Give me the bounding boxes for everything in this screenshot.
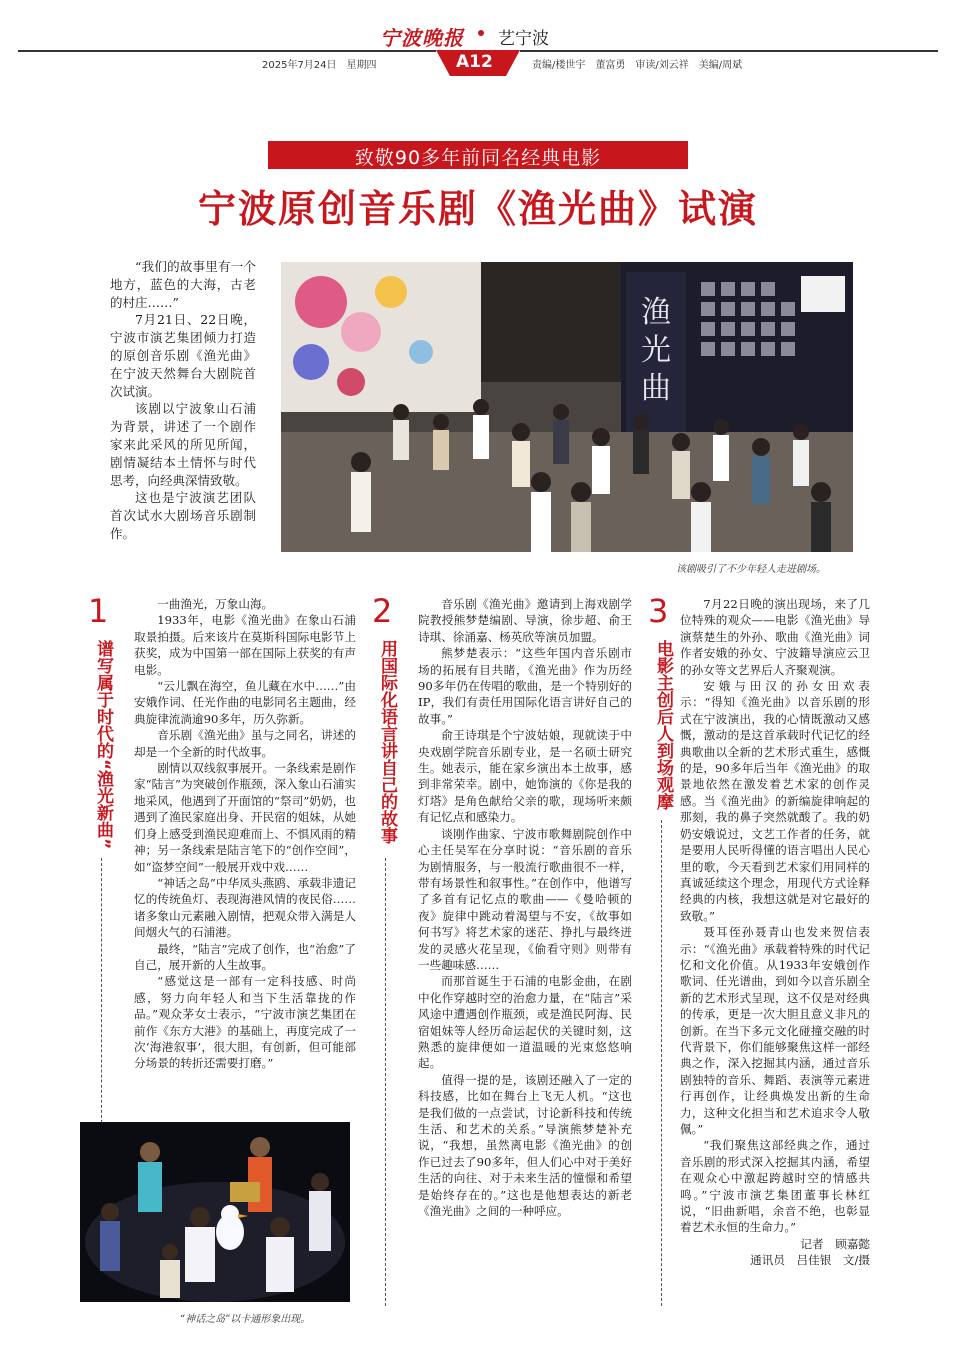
main-photo-caption: 该剧吸引了不少年轻人走进剧场。 xyxy=(676,564,826,575)
body-paragraph: 1933年，电影《渔光曲》在象山石浦取景拍摄。后来该片在莫斯科国际电影节上获奖，成为中国第一部在国际上获奖的有声电影。 xyxy=(134,613,356,677)
editor-credits: 责编/楼世宇 董富勇 审读/刘云祥 美编/周斌 xyxy=(532,60,743,71)
body-paragraph: “我们聚焦这部经典之作，通过音乐剧的形式深入挖掘其内涵，希望在观众心中激起跨越时空的情感共鸣。”宁波市演艺集团董事长林红说，“旧曲新唱，余音不绝，也彰显着艺术永恒的生命力。” xyxy=(680,1138,870,1235)
intro-paragraph: 这也是宁波演艺团队首次试水大剧场音乐剧制作。 xyxy=(110,490,256,541)
stage-performance-photo xyxy=(80,1122,350,1302)
body-paragraph: 最终，“陆言”完成了创作，也“治愈”了自己，展开新的人生故事。 xyxy=(134,941,356,972)
intro-paragraph: “我们的故事里有一个地方，蓝色的大海，古老的村庄……” xyxy=(110,259,256,310)
body-paragraph: “神话之岛”中华凤头燕鸥、承载非遗记忆的传统鱼灯、表现海港风情的夜民俗……诸多象山元素融入剧情，把观众带入满是人间烟火气的石浦港。 xyxy=(134,875,356,940)
byline-reporter: 记者 顾嘉懿 xyxy=(800,1236,870,1251)
stage-photo-caption: “神话之岛”以卡通形象出现。 xyxy=(180,1314,311,1325)
masthead-rule-right xyxy=(520,50,938,52)
section-2-body xyxy=(418,596,632,1308)
section-1-body xyxy=(134,596,356,1108)
poster-title-glyph-2: 光 xyxy=(641,333,671,368)
body-paragraph: 7月22日晚的演出现场，来了几位特殊的观众——电影《渔光曲》导演蔡楚生的外孙、歌曲《渔光曲》词作者安娥的孙女、宁波籍导演应云卫的孙女等文艺界后人齐聚观演。 xyxy=(680,597,870,677)
section-2-number: 2 xyxy=(372,592,393,630)
body-paragraph: “感觉这是一部有一定科技感、时尚感，努力向年轻人和当下生活靠拢的作品。”观众茅女士表示，“宁波市演艺集团在前作《东方大港》的基础上，再度完成了一次‘海港叙事’，很大胆，有创新，但可能部分场景的转折还需要打磨。” xyxy=(134,974,356,1071)
body-paragraph: 谈刚作曲家、宁波市歌舞剧院创作中心主任吴军在分享时说：“音乐剧的音乐为剧情服务，与一般流行歌曲很不一样，带有场景性和叙事性。”在创作中，他谱写了多首有记忆点的歌曲——《曼哈顿的夜》旋律中跳动着渴望与不安，《故事如何书写》将艺术家的迷茫、挣扎与最终迸发的灵感火花呈现，《偷看守则》则带有一些趣味感…… xyxy=(418,826,632,972)
body-paragraph: 安娥与田汉的孙女田欢表示：“得知《渔光曲》以音乐剧的形式在宁波演出，我的心情既激动又感慨，激动的是这首承载时代记忆的经典歌曲以全新的艺术形式重生，感慨的是，90多年后当年《渔光曲》的取景地依然在激发着艺术家的创作灵感。当《渔光曲》的新编旋律响起的那刻，我的鼻子突然就酸了。我的奶奶安娥说过，文艺工作者的任务，就是要用人民听得懂的语言唱出人民心里的歌，今天看到艺术家们用同样的真诚延续这个理念，用现代方式诠释经典的内核，我想这就是对它最好的致敬。” xyxy=(680,679,870,923)
stage-illustration xyxy=(80,1122,350,1302)
section-3-number: 3 xyxy=(648,592,669,630)
section-3-body xyxy=(680,596,870,1308)
section-1-title: 谱写属于时代的“渔光新曲” xyxy=(93,640,113,850)
body-paragraph: “云儿飘在海空，鱼儿藏在水中……”由安娥作词、任光作曲的电影同名主题曲，经典旋律流淌逾90多年，历久弥新。 xyxy=(134,679,356,726)
intro-paragraph: 7月21日、22日晚，宁波市演艺集团倾力打造的原创音乐剧《渔光曲》在宁波天然舞台大剧院首次试演。 xyxy=(110,312,256,399)
body-paragraph: 音乐剧《渔光曲》邀请到上海戏剧学院教授熊梦楚编剧、导演，徐步超、俞王诗琪、徐涌嘉、杨英欣等演员加盟。 xyxy=(418,597,632,644)
newspaper-logo: 宁波晚报 xyxy=(380,26,464,50)
body-paragraph: 剧情以双线叙事展开。一条线索是剧作家“陆言”为突破创作瓶颈，深入象山石浦实地采风，他遇到了开面馆的“祭司”奶奶，也遇到了渔民家庭出身、开民宿的姐妹，从她们身上感受到渔民迎难而上、不惧风雨的精神；另一条线索是陆言笔下的“创作空间”，如“盗梦空间”一般展开戏中戏…… xyxy=(134,761,356,874)
body-paragraph: 聂耳侄孙聂青山也发来贺信表示：“《渔光曲》承载着特殊的时代记忆和文化价值。从1933年安娥创作歌词、任光谱曲，到如今以音乐剧全新的艺术形式呈现，这不仅是对经典的传承，更是一次大胆且意义非凡的创新。在当下多元文化碰撞交融的时代背景下，你们能够聚焦这样一部经典之作，深入挖掘其内涵，通过音乐剧独特的音乐、舞蹈、表演等元素进行再创作，让经典焕发出新的生命力，这种文化担当和艺术追求令人敬佩。” xyxy=(680,925,870,1136)
byline-correspondent: 通讯员 吕佳银 文/摄 xyxy=(750,1253,870,1268)
body-paragraph: 熊梦楚表示：“这些年国内音乐剧市场的拓展有目共睹，《渔光曲》作为历经90多年仍在传唱的歌曲，是一个特别好的IP，我们有责任用国际化语言讲好自己的故事。” xyxy=(418,646,632,726)
intro-column xyxy=(110,258,256,543)
body-paragraph: 音乐剧《渔光曲》虽与之同名，讲述的却是一个全新的时代故事。 xyxy=(134,728,356,759)
section-name: 艺宁波 xyxy=(498,29,549,49)
section-3-title: 电影主创后人到场观摩 xyxy=(653,640,673,810)
section-1-rule xyxy=(101,858,103,1128)
theatre-lobby-photo xyxy=(281,262,853,552)
page-number: A12 xyxy=(456,52,493,72)
headline: 宁波原创音乐剧《渔光曲》试演 xyxy=(197,187,758,231)
intro-paragraph: 该剧以宁波象山石浦为背景，讲述了一个剧作家来此采风的所见所闻，剧情凝结本土情怀与时代思考，向经典深情致敬。 xyxy=(110,401,256,488)
masthead-rule-left xyxy=(18,50,436,52)
body-paragraph: 值得一提的是，该剧还融入了一定的科技感，比如在舞台上飞无人机。“这也是我们做的一点尝试，讨论新科技和传统生活、和艺术的关系。”导演熊梦楚补充说，“我想，虽然离电影《渔光曲》的创作已过去了90多年，但人们心中对于美好生活的向往、对于未来生活的憧憬和希望是始终存在的。”这也是他想表达的新老《渔光曲》之间的一种呼应。 xyxy=(418,1072,632,1219)
section-2-title: 用国际化语言讲自己的故事 xyxy=(377,640,397,844)
body-paragraph: 而那首诞生于石浦的电影金曲，在剧中化作穿越时空的治愈力量，在“陆言”采风途中遭遇创作瓶颈，或是渔民阿海、民宿姐妹等人经历命运起伏的关键时刻，这熟悉的旋律便如一道温暖的光束悠悠响起。 xyxy=(418,974,632,1071)
section-2-rule xyxy=(385,858,387,1306)
kicker: 致敬90多年前同名经典电影 xyxy=(354,147,602,169)
masthead-dot xyxy=(478,30,484,36)
section-3-rule xyxy=(661,820,663,1306)
poster-title-glyph-1: 渔 xyxy=(641,295,671,330)
issue-date: 2025年7月24日 星期四 xyxy=(262,60,377,71)
poster-title-glyph-3: 曲 xyxy=(641,371,671,406)
section-1-number: 1 xyxy=(88,592,109,630)
lobby-crowd-illustration xyxy=(281,262,853,552)
body-paragraph: 一曲渔光，万象山海。 xyxy=(157,597,274,611)
body-paragraph: 俞王诗琪是个宁波姑娘，现就读于中央戏剧学院音乐剧专业，是一名硕士研究生。她表示，能在家乡演出本土故事，感到非常荣幸。剧中，她饰演的《你是我的灯塔》是角色献给父亲的歌，现场听来颇有记忆点和感染力。 xyxy=(418,728,632,825)
